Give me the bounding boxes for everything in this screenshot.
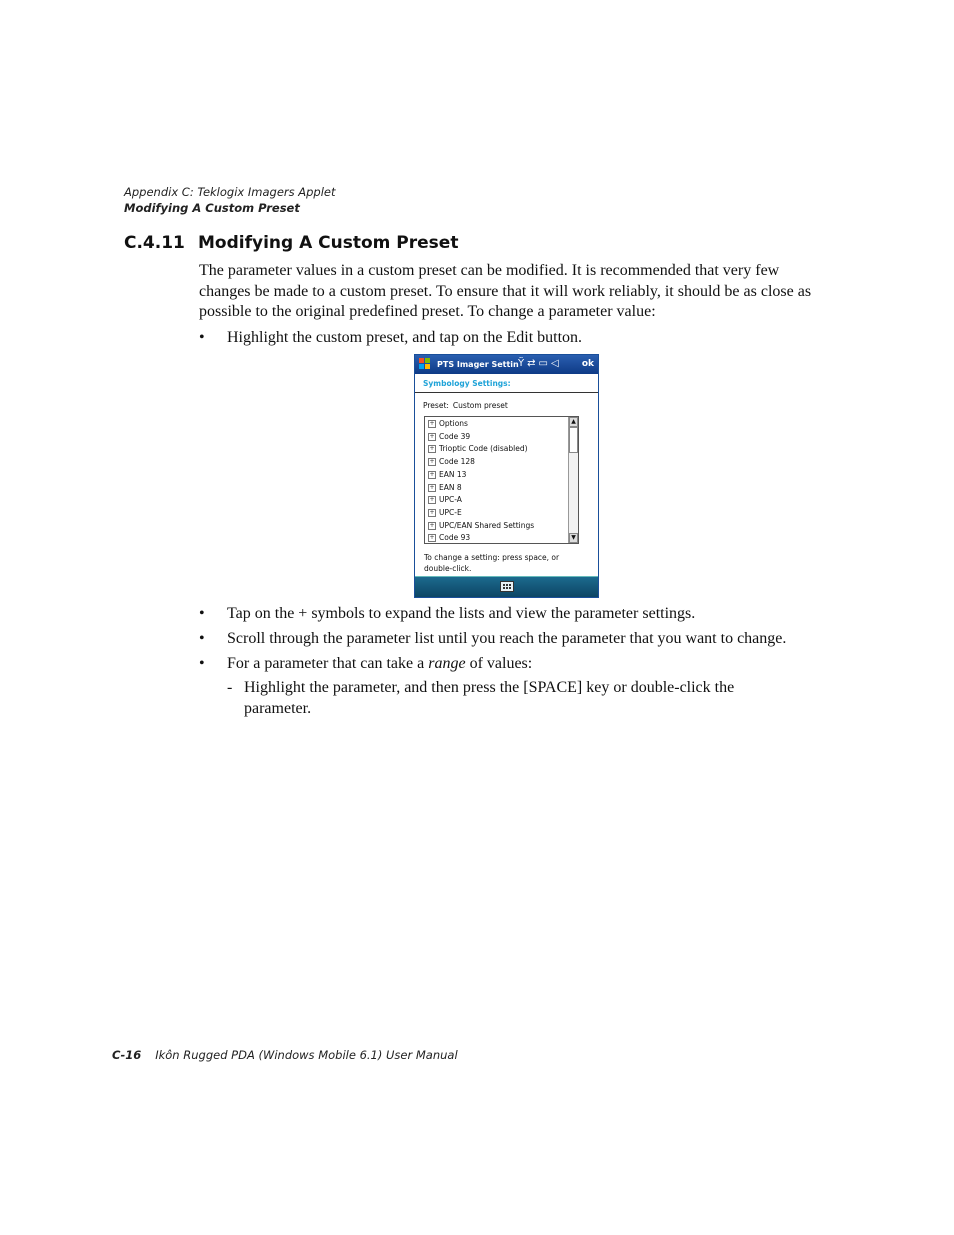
tree-item[interactable] (428, 432, 470, 444)
tree-item-label: UPC-E (439, 507, 462, 517)
tree-item[interactable] (428, 457, 475, 469)
bullet-icon: • (199, 655, 205, 672)
section-title: Modifying A Custom Preset (198, 233, 459, 253)
bottom-menu-bar (415, 576, 598, 597)
expand-plus-icon[interactable]: + (429, 432, 435, 440)
title-bar (415, 355, 598, 374)
keyboard-icon[interactable] (500, 581, 514, 592)
bullet-text: Tap on the + symbols to expand the lists and view the parameter settings. (227, 605, 696, 622)
hint-text: To change a setting: press space, or double-click. (424, 553, 560, 573)
tree-item[interactable] (428, 533, 470, 544)
expand-plus-icon[interactable]: + (429, 508, 435, 516)
tree-item-label: EAN 8 (439, 482, 462, 492)
bullet-text: Scroll through the parameter list until you reach the parameter that you want to change. (227, 630, 787, 647)
windows-logo-icon (419, 358, 431, 370)
tree-item[interactable] (428, 444, 528, 456)
tree-item-label: Trioptic Code (disabled) (439, 444, 528, 453)
section-heading (124, 233, 458, 253)
tree-item-label: Code 93 (439, 533, 471, 542)
bullet-text: Highlight the custom preset, and tap on the Edit button. (227, 329, 583, 346)
tree-item-label: Options (439, 419, 468, 428)
bullet-emphasis: range (428, 655, 466, 672)
tree-item-label: Code 128 (439, 457, 475, 466)
expand-plus-icon[interactable]: + (429, 496, 435, 503)
tree-scrollbar[interactable] (568, 417, 578, 543)
scroll-thumb[interactable] (569, 427, 578, 453)
expand-plus-icon[interactable]: + (429, 483, 435, 491)
expand-plus-icon[interactable]: + (429, 458, 435, 465)
expand-plus-icon[interactable]: + (429, 420, 435, 427)
bullet-icon: • (199, 329, 205, 346)
bullet-icon: • (199, 630, 205, 647)
expand-plus-icon[interactable]: + (429, 534, 435, 541)
scroll-up-icon[interactable]: ▲ (569, 417, 578, 427)
symbology-heading: Symbology Settings: (423, 379, 511, 388)
tree-item-label: UPC-A (439, 495, 462, 504)
speaker-icon: ◁ (550, 358, 562, 369)
manual-title: Ikôn Rugged PDA (Windows Mobile 6.1) User Manual (155, 1048, 458, 1062)
symbology-tree[interactable] (424, 416, 579, 544)
tree-item-label: UPC/EAN Shared Settings (439, 520, 535, 530)
section-number: C.4.11 (124, 233, 185, 253)
preset-line (423, 401, 508, 410)
sub-bullet-text: Highlight the parameter, and then press the [SPACE] key or double-click the parameter. (244, 679, 735, 717)
antenna-icon: Ÿ (518, 358, 528, 369)
running-header-section: Modifying A Custom Preset (124, 201, 300, 215)
tree-item-label: Code 39 (439, 431, 471, 441)
bullet-icon: • (199, 605, 205, 622)
page-footer (112, 1048, 458, 1062)
app-title: PTS Imager Settin (437, 360, 519, 369)
tree-item[interactable] (428, 470, 466, 482)
expand-plus-icon[interactable]: + (429, 521, 435, 529)
pda-screenshot (414, 354, 599, 598)
ok-button[interactable]: ok (581, 359, 594, 369)
dash-icon: - (227, 679, 233, 696)
preset-label: Preset: (423, 401, 449, 410)
running-header-chapter: Appendix C: Teklogix Imagers Applet (124, 185, 336, 199)
intro-paragraph: The parameter values in a custom preset can be modified. It is recommended that very few changes be made to a custom preset. To ensure that it will work reliably, it should be as close as possible to the original predefined preset. To change a parameter value: (199, 262, 812, 320)
battery-icon: ▭ (538, 358, 551, 369)
expand-plus-icon[interactable]: + (429, 470, 435, 478)
connectivity-icon: ⇄ (527, 358, 539, 369)
bullet-text-part: For a parameter that can take a (227, 655, 429, 672)
scroll-down-icon[interactable]: ▼ (569, 533, 578, 543)
tree-item[interactable] (428, 419, 468, 431)
bullet-text (227, 654, 532, 675)
tree-item[interactable] (428, 521, 534, 533)
expand-plus-icon[interactable]: + (429, 445, 435, 452)
tree-item-label: EAN 13 (439, 469, 467, 479)
tree-item[interactable] (428, 508, 462, 520)
tree-item[interactable] (428, 495, 462, 507)
page-number: C-16 (112, 1048, 142, 1062)
status-icons (518, 358, 562, 369)
symbology-heading-bar (415, 374, 598, 393)
bullet-text-part: of values: (465, 655, 533, 672)
tree-item[interactable] (428, 483, 462, 495)
preset-value: Custom preset (452, 401, 508, 410)
